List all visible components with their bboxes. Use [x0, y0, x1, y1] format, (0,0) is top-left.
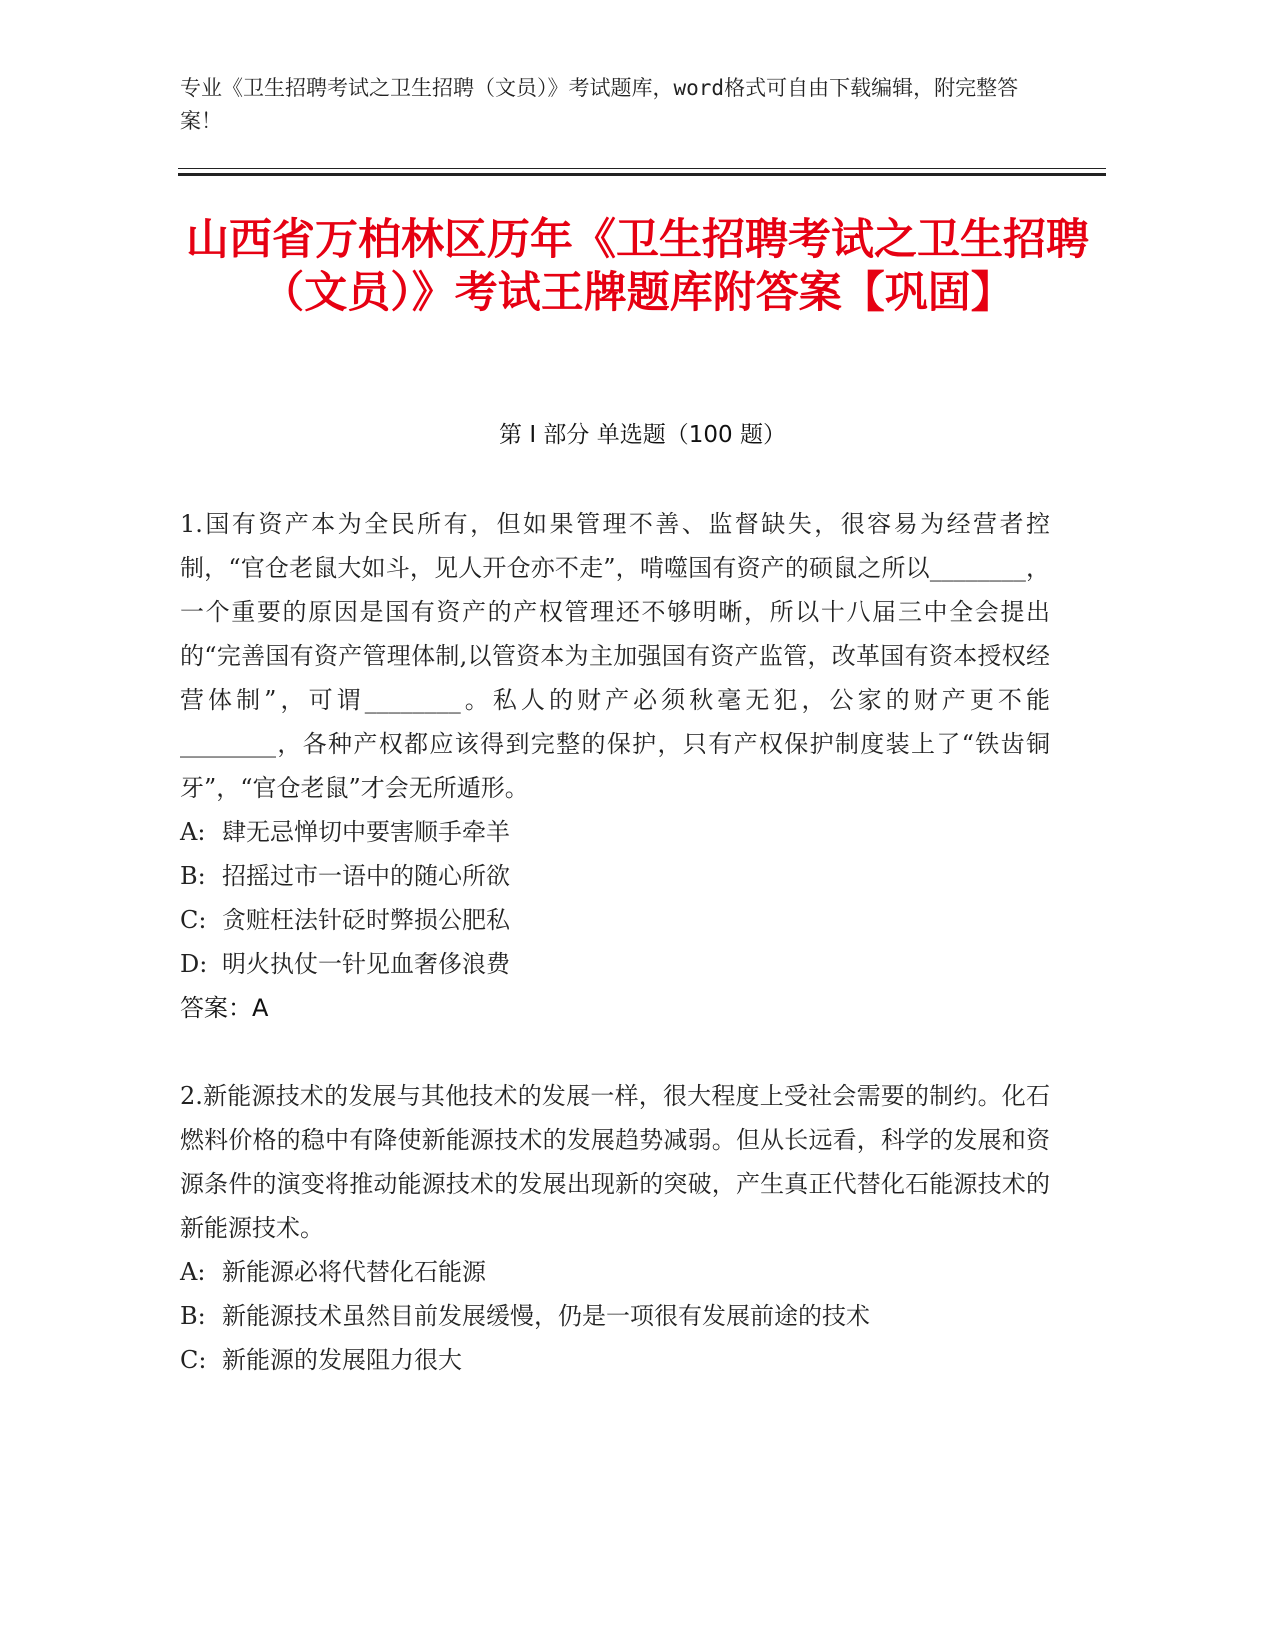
option-text: 新能源技术虽然目前发展缓慢，仍是一项很有发展前途的技术	[222, 1302, 870, 1330]
option-c	[180, 898, 1050, 942]
header-divider-thick	[178, 173, 1106, 176]
option-key: A:	[180, 818, 206, 846]
option-key: B:	[180, 862, 206, 890]
option-key: B:	[180, 1302, 206, 1330]
option-c	[180, 1338, 1050, 1382]
option-text: 明火执仗一针见血奢侈浪费	[222, 950, 510, 978]
section-heading: 第 I 部分 单选题（100 题）	[499, 422, 786, 448]
option-text: 肆无忌惮切中要害顺手牵羊	[222, 818, 510, 846]
question-stem: 1.国有资产本为全民所有，但如果管理不善、监督缺失，很容易为经营者控制，“官仓老鼠大如斗，见人开仓亦不走”，啃噬国有资产的硕鼠之所以________，一个重要的原因是国有资产的产权管理还不够明晰，所以十八届三中全会提出的“完善国有资产管理体制,以管资本为主加强国有资产监管，改革国有资本授权经营体制”，可谓________。私人的财产必须秋毫无犯，公家的财产更不能________，各种产权都应该得到完整的保护，只有产权保护制度装上了“铁齿铜牙”，“官仓老鼠”才会无所遁形。	[180, 510, 1050, 802]
option-text: 新能源必将代替化石能源	[222, 1258, 486, 1286]
option-text: 新能源的发展阻力很大	[222, 1346, 462, 1374]
question-1	[180, 502, 1050, 1030]
answer-line: 答案：A	[180, 994, 269, 1022]
option-text: 招摇过市一语中的随心所欲	[222, 862, 510, 890]
option-a	[180, 810, 1050, 854]
option-b	[180, 854, 1050, 898]
document-title: 山西省万柏林区历年《卫生招聘考试之卫生招聘（文员）》考试王牌题库附答案【巩固】	[186, 215, 1089, 318]
option-key: C:	[180, 906, 207, 934]
question-list	[180, 502, 1050, 1382]
option-key: D:	[180, 950, 208, 978]
option-d	[180, 942, 1050, 986]
option-text: 贪赃枉法针砭时弊损公肥私	[222, 906, 510, 934]
question-2	[180, 1074, 1050, 1382]
option-key: A:	[180, 1258, 206, 1286]
header-divider-thin	[178, 168, 1106, 169]
question-stem: 2.新能源技术的发展与其他技术的发展一样，很大程度上受社会需要的制约。化石燃料价格的稳中有降使新能源技术的发展趋势减弱。但从长远看，科学的发展和资源条件的演变将推动能源技术的发展出现新的突破，产生真正代替化石能源技术的新能源技术。	[180, 1082, 1050, 1242]
header-note: 专业《卫生招聘考试之卫生招聘（文员）》考试题库，word格式可自由下载编辑，附完整答案！	[180, 76, 1019, 133]
option-key: C:	[180, 1346, 207, 1374]
question-spacer	[180, 1030, 1050, 1074]
option-a	[180, 1250, 1050, 1294]
option-b	[180, 1294, 1050, 1338]
